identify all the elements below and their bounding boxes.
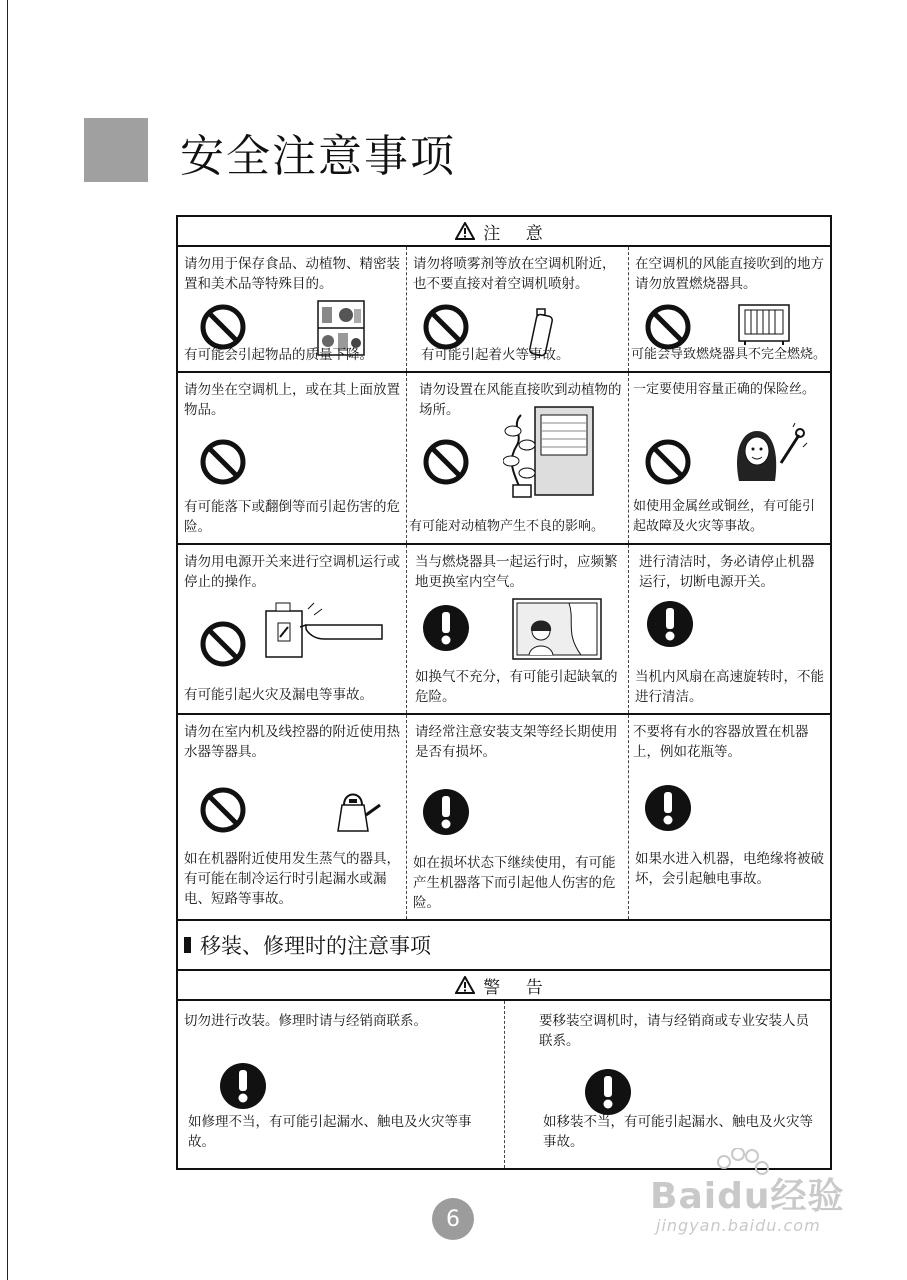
switch-hand-icon: [264, 601, 386, 659]
caution-consequence: 有可能会引起物品的质量下降。: [184, 347, 373, 363]
plant-and-unit-icon: [503, 401, 599, 501]
warning-cell: [178, 1001, 504, 1168]
mandatory-icon: [421, 603, 471, 653]
caution-consequence: 有可能落下或翻倒等而引起伤害的危险。: [184, 499, 400, 535]
caution-row: [178, 545, 830, 715]
caution-consequence: 如在机器附近使用发生蒸气的器具，有可能在制冷运行时引起漏水或漏电、短路等事故。: [184, 851, 400, 907]
caution-text: 请勿坐在空调机上，或在其上面放置物品。: [184, 382, 400, 418]
caution-consequence: 有可能对动植物产生不良的影响。: [409, 519, 605, 534]
woman-with-tools-icon: [729, 423, 809, 483]
watermark-brand: Baidu经验: [650, 1176, 845, 1217]
warning-text: 切勿进行改装。修理时请与经销商联系。: [184, 1013, 427, 1029]
prohibit-icon: [643, 437, 693, 487]
prohibit-icon: [421, 437, 471, 487]
warning-row: [178, 1001, 830, 1168]
mandatory-icon: [583, 1067, 633, 1117]
page-title: 安全注意事项: [180, 131, 456, 182]
caution-consequence: 如在损坏状态下继续使用，有可能产生机器落下而引起他人伤害的危险。: [413, 855, 616, 911]
caution-header-label: 注 意: [483, 223, 553, 244]
caution-text: 请勿用于保存食品、动植物、精密装置和美术品等特殊目的。: [184, 256, 400, 292]
caution-consequence: 有可能引起火灾及漏电等事故。: [184, 687, 373, 703]
prohibit-icon: [198, 785, 248, 835]
warning-consequence: 如修理不当，有可能引起漏水、触电及火灾等事故。: [188, 1114, 472, 1150]
caution-cell: [628, 715, 830, 919]
caution-text: 当与燃烧器具一起运行时，应频繁地更换室内空气。: [415, 554, 618, 590]
page-number: 6: [432, 1198, 474, 1240]
caution-cell: [406, 715, 628, 919]
watermark-url: jingyan.baidu.com: [656, 1216, 821, 1235]
warning-triangle-icon: [455, 976, 475, 994]
caution-text: 请勿设置在风能直接吹到动植物的场所。: [419, 382, 622, 418]
caution-consequence: 如果水进入机器，电绝缘将被破坏，会引起触电事故。: [635, 851, 824, 887]
prohibit-icon: [198, 437, 248, 487]
section-marker: [184, 937, 191, 953]
mandatory-icon: [643, 783, 693, 833]
caution-text: 请勿用电源开关来进行空调机运行或停止的操作。: [184, 554, 400, 590]
warning-text: 要移装空调机时，请与经销商或专业安装人员联系。: [539, 1013, 809, 1049]
caution-cell: [628, 373, 830, 543]
caution-cell: [406, 373, 628, 543]
caution-cell: [406, 545, 628, 713]
caution-consequence: 有可能引起着火等事故。: [421, 347, 570, 363]
mandatory-icon: [218, 1061, 268, 1111]
caution-cell: [628, 247, 830, 371]
caution-cell: [628, 545, 830, 713]
caution-header: [178, 217, 830, 247]
caution-consequence: 可能会导致燃烧器具不完全燃烧。: [631, 347, 827, 362]
caution-cell: [178, 545, 406, 713]
caution-row: [178, 247, 830, 373]
caution-text: 进行清洁时，务必请停止机器运行，切断电源开关。: [639, 554, 815, 590]
title-marker: [84, 118, 148, 182]
baidu-watermark: [640, 1148, 860, 1248]
prohibit-icon: [198, 619, 248, 669]
caution-cell: [178, 715, 406, 919]
caution-cell: [178, 247, 406, 371]
caution-consequence: 如换气不充分，有可能引起缺氧的危险。: [415, 669, 618, 705]
caution-consequence: 当机内风扇在高速旋转时，不能进行清洁。: [635, 669, 824, 705]
caution-row: [178, 373, 830, 545]
kettle-icon: [328, 787, 382, 835]
caution-text: 请勿在室内机及线控器的附近使用热水器等器具。: [184, 724, 400, 760]
heater-icon: [737, 303, 791, 347]
warning-triangle-icon: [455, 222, 475, 240]
section-title: [178, 921, 830, 971]
warning-cell: [504, 1001, 830, 1168]
warning-consequence: 如移装不当，有可能引起漏水、触电及火灾等事故。: [543, 1114, 813, 1150]
caution-text: 在空调机的风能直接吹到的地方请勿放置燃烧器具。: [635, 256, 824, 292]
caution-text: 请勿将喷雾剂等放在空调机附近，也不要直接对着空调机喷射。: [413, 256, 616, 292]
warning-header: [178, 971, 830, 1001]
caution-row: [178, 715, 830, 921]
caution-cell: [406, 247, 628, 371]
caution-consequence: 如使用金属丝或铜丝，有可能引起故障及火灾等事故。: [633, 499, 816, 534]
caution-cell: [178, 373, 406, 543]
caution-text: 请经常注意安装支架等经长期使用是否有损坏。: [415, 724, 618, 760]
section-title-label: 移装、修理时的注意事项: [200, 934, 431, 958]
mandatory-icon: [645, 599, 695, 649]
window-person-icon: [511, 597, 603, 663]
mandatory-icon: [421, 787, 471, 837]
caution-text: 不要将有水的容器放置在机器上，例如花瓶等。: [633, 724, 809, 760]
warning-header-label: 警 告: [483, 977, 553, 998]
caution-text: 一定要使用容量正确的保险丝。: [633, 382, 816, 397]
safety-table: [176, 215, 832, 1170]
page-edge-rule: [0, 0, 8, 1280]
